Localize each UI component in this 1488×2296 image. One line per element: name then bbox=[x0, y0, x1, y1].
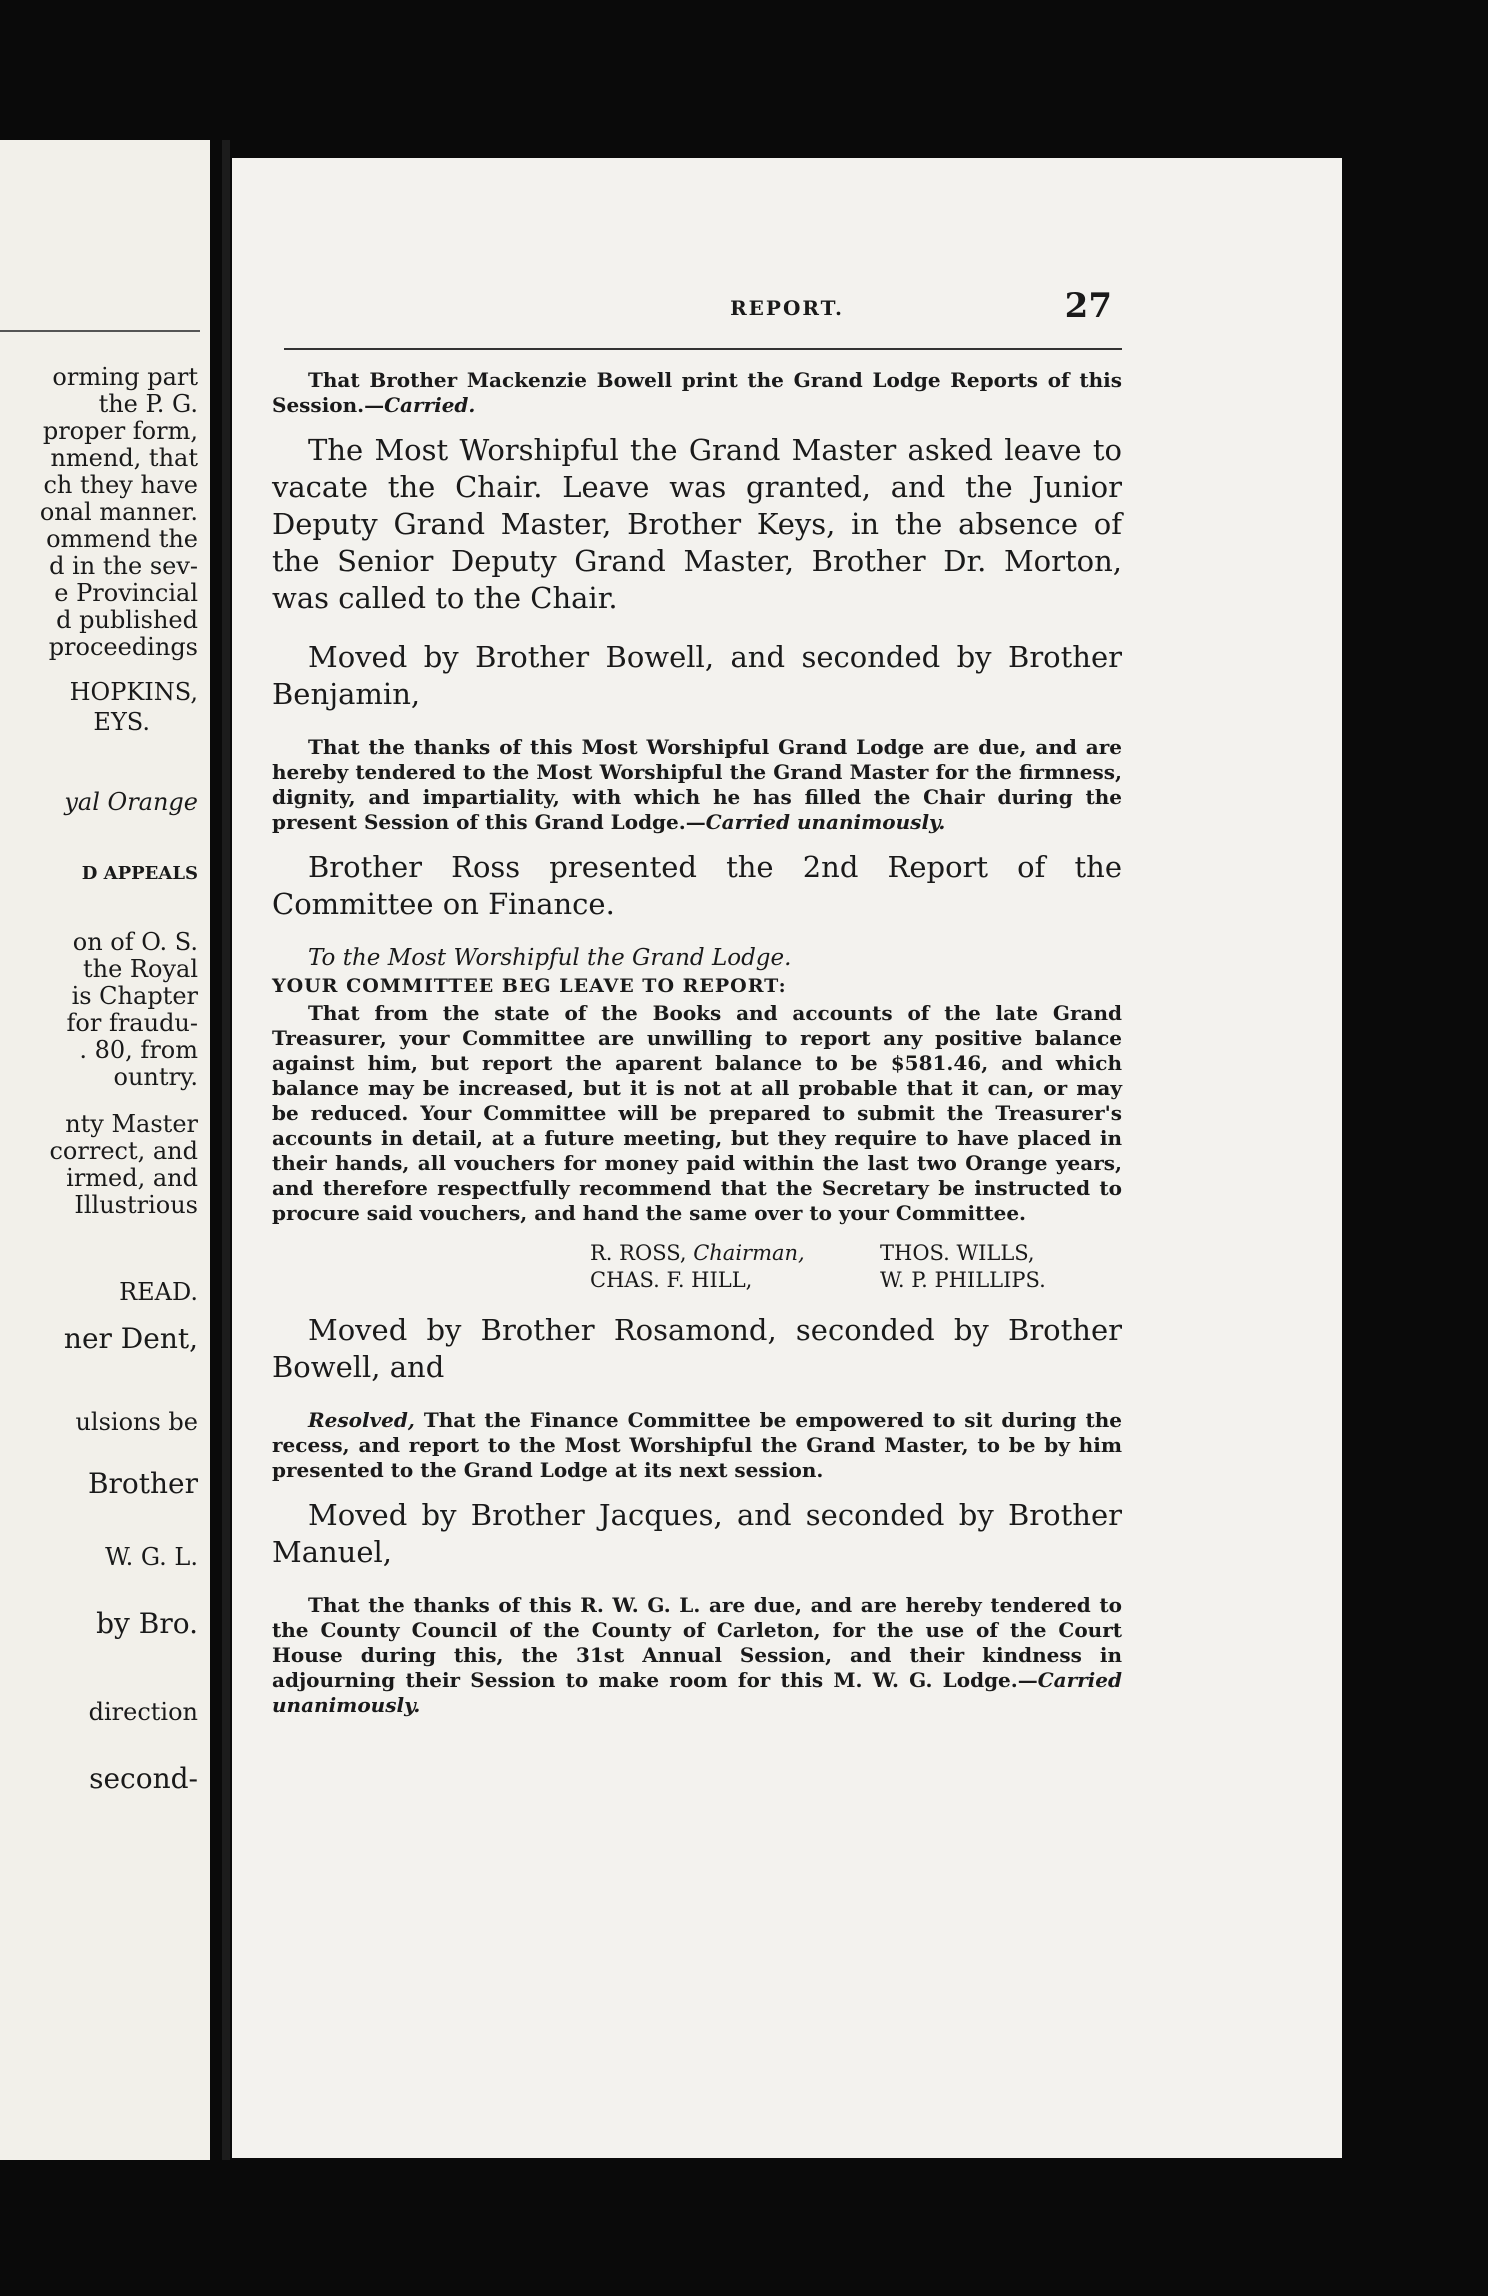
left-line: is Chapter bbox=[71, 982, 198, 1010]
signature-title: Chairman, bbox=[693, 1241, 805, 1265]
committee-line: YOUR COMMITTEE BEG LEAVE TO REPORT: bbox=[272, 975, 787, 997]
left-line: for fraudu- bbox=[66, 1009, 198, 1037]
motion-print-reports: That Brother Mackenzie Bowell print the Grand Lodge Reports of this Session.—Carried. bbox=[272, 368, 1122, 417]
left-line: W. G. L. bbox=[105, 1543, 198, 1571]
left-line: d in the sev- bbox=[49, 552, 198, 580]
left-line: the Royal bbox=[83, 955, 198, 983]
carried-note: Carried unanimously. bbox=[272, 1668, 1122, 1717]
left-line: proceedings bbox=[48, 633, 198, 661]
left-line: EYS. bbox=[93, 708, 150, 736]
left-line: second- bbox=[89, 1762, 198, 1795]
header-rule bbox=[284, 348, 1122, 350]
motion-thanks-grand-master: That the thanks of this Most Worshipful Grand Lodge are due, and are hereby tendered to the Most Worshipful the Grand Master for the firmness, dignity, and impartiality, with which he has filled the Chair during the present Session of this Grand Lodge.—Carried unanimously. bbox=[272, 735, 1122, 834]
left-line: Illustrious bbox=[74, 1191, 198, 1219]
running-head: REPORT. bbox=[730, 296, 844, 320]
left-line: proper form, bbox=[42, 417, 198, 445]
left-line: yal Orange bbox=[64, 788, 198, 816]
signature: CHAS. F. HILL, bbox=[590, 1268, 753, 1292]
paragraph-ross-report: Brother Ross presented the 2nd Report of the Committee on Finance. bbox=[272, 850, 1122, 921]
left-line: e Provincial bbox=[54, 579, 198, 607]
left-line: . 80, from bbox=[79, 1036, 198, 1064]
page-gutter-line bbox=[222, 140, 230, 2160]
paragraph-chair: The Most Worshipful the Grand Master asked leave to vacate the Chair. Leave was granted, and the Junior Deputy Grand Master, Brother Keys, in the absence of the Senior Deputy Grand Master, Brother Dr. Morton, was called to the Chair. bbox=[272, 433, 1122, 615]
resolution-finance-committee: Resolved, That the Finance Committee be empowered to sit during the recess, and report to the Most Worshipful the Grand Master, to be by him presented to the Grand Lodge at its next session. bbox=[272, 1408, 1123, 1482]
left-page-fragment bbox=[0, 140, 210, 2160]
signature: W. P. PHILLIPS. bbox=[880, 1268, 1046, 1292]
left-line: by Bro. bbox=[96, 1607, 198, 1640]
page-number: 27 bbox=[1064, 286, 1112, 326]
signature-row bbox=[272, 1267, 1122, 1294]
motion-thanks-county-council: That the thanks of this R. W. G. L. are due, and are hereby tendered to the County Council of the County of Carleton, for the use of the Court House during this, the 31st Annual Session, and their kindness in adjourning their Session to make room for this M. W. G. Lodge.—Carried unanimously. bbox=[272, 1593, 1122, 1717]
report-page bbox=[232, 158, 1342, 2158]
left-line: Brother bbox=[87, 1467, 198, 1500]
left-line: onal manner. bbox=[39, 498, 198, 526]
left-line: READ. bbox=[119, 1278, 198, 1306]
left-line: ner Dent, bbox=[63, 1322, 198, 1355]
left-line: ommend the bbox=[46, 525, 198, 553]
left-line: d published bbox=[56, 606, 198, 634]
signature: R. ROSS, bbox=[590, 1241, 687, 1265]
left-line: on of O. S. bbox=[72, 928, 198, 956]
left-line: orming part bbox=[52, 363, 198, 391]
left-line: ountry. bbox=[113, 1063, 198, 1091]
left-line: nmend, that bbox=[50, 444, 198, 472]
signature: THOS. WILLS, bbox=[880, 1241, 1035, 1265]
finance-report-text: That from the state of the Books and accounts of the late Grand Treasurer, your Committee are unwilling to report any positive balance against him, but report the aparent balance to be $581.46, and which balance may be increased, but it is not at all probable that it can, or may be reduced. Your Committee will be prepared to submit the Treasurer's accounts in detail, at a future meeting, but they require to have placed in their hands, all vouchers for money paid within the last two Orange years, and therefore respectfully recommend that the Secretary be instructed to procure said vouchers, and hand the same over to your Committee. bbox=[272, 1001, 1122, 1225]
report-body bbox=[272, 368, 1122, 1732]
left-line: the P. G. bbox=[98, 390, 198, 418]
left-line: ulsions be bbox=[75, 1408, 198, 1436]
left-line: ch they have bbox=[43, 471, 198, 499]
signature-row bbox=[272, 1240, 1122, 1267]
paragraph-moved-jacques: Moved by Brother Jacques, and seconded by Brother Manuel, bbox=[272, 1498, 1122, 1569]
paragraph-moved-bowell: Moved by Brother Bowell, and seconded by Brother Benjamin, bbox=[272, 640, 1122, 711]
left-line: nty Master bbox=[65, 1110, 198, 1138]
resolved-label: Resolved, bbox=[308, 1408, 415, 1432]
left-line: direction bbox=[88, 1698, 198, 1726]
left-line: D APPEALS bbox=[81, 863, 198, 884]
carried-note: Carried unanimously. bbox=[705, 810, 946, 834]
left-line: irmed, and bbox=[66, 1164, 198, 1192]
report-address: To the Most Worshipful the Grand Lodge. bbox=[308, 945, 792, 971]
paragraph-moved-rosamond: Moved by Brother Rosamond, seconded by Brother Bowell, and bbox=[272, 1313, 1122, 1384]
left-line: HOPKINS, bbox=[69, 678, 198, 706]
left-line: correct, and bbox=[49, 1137, 198, 1165]
carried-note: Carried. bbox=[384, 393, 476, 417]
left-page-rule bbox=[0, 330, 200, 332]
